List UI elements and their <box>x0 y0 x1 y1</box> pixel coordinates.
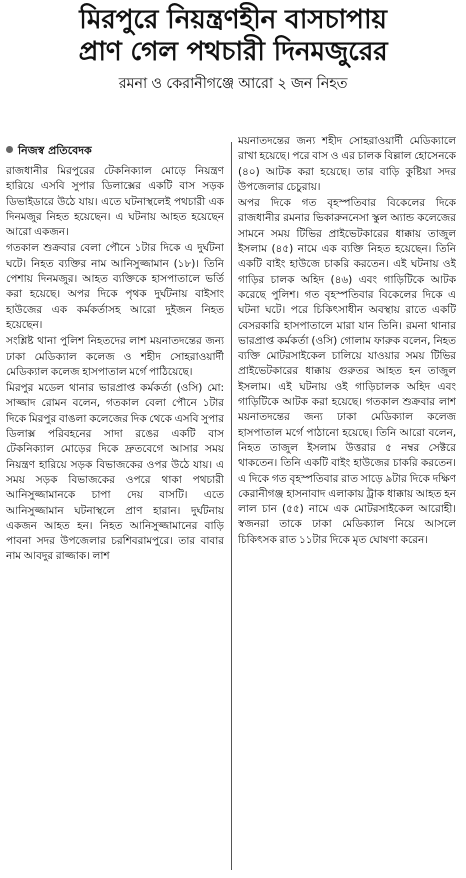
paragraph: গতকাল শুক্রবার বেলা পৌনে ১টার দিকে এ দুর্ঘটনা ঘটে। নিহত ব্যক্তির নাম আনিসুজ্জামান (১৮)। তিনি পেশায় দিনমজুর। আহত ব্যক্তিকে হাসপাতালে ভর্তি করা হয়েছে। অপর দিকে পৃথক দুর্ঘটনায় বাইসাং হাউজের এক কর্মকর্তাসহ আরো দুইজন নিহত হয়েছেন। <box>6 242 224 331</box>
paragraph: মিরপুর মডেল থানার ভারপ্রাপ্ত কর্মকর্তা (ওসি) মো: সাজ্জাদ রোমন বলেন, গতকাল বেলা পৌনে ১টার দিকে মিরপুর বাঙলা কলেজের দিক থেকে এসবি সুপার ডিলাক্স পরিবহনের সাদা রঙের একটি বাস টেকনিক্যাল মোড়ের দিকে দ্রুতবেগে আসার সময় নিয়ন্ত্রণ হারিয়ে সড়ক বিভাজকের ওপর উঠে যায়। এ সময় সড়ক বিভাজকের ওপরে থাকা পথচারী আনিসুজ্জামানকে চাপা দেয় বাসটি। এতে আনিসুজ্জামান ঘটনাস্থলে প্রাণ হারান। দুর্ঘটনায় একজন আহত হন। নিহত আনিসুজ্জামানের বাড়ি পাবনা সদর উপজেলার চরশিবরামপুরে। তার বাবার নাম আবদুর রাজ্জাক। লাশ <box>6 382 224 563</box>
byline-text: নিজস্ব প্রতিবেদক <box>18 144 92 157</box>
article-body <box>6 135 460 870</box>
headline-line-1: মিরপুরে নিয়ন্ত্রণহীন বাসচাপায় <box>79 4 387 35</box>
paragraph: সংশ্লিষ্ট থানা পুলিশ নিহতদের লাশ ময়নাতদন্তের জন্য ঢাকা মেডিক্যাল কলেজ ও শহীদ সোহরাওয়ার্দী মেডিক্যাল কলেজ হাসপাতাল মর্গে পাঠিয়েছে। <box>6 335 224 378</box>
column-divider <box>231 142 232 870</box>
paragraph: ময়নাতদন্তের জন্য শহীদ সোহরাওয়ার্দী মেডিক্যালে রাখা হয়েছে। পরে বাস ও এর চালক বিল্লাল হোসেনকে (৪০) আটক করা হয়েছে। তার বাড়ি কুষ্টিয়া সদর উপজেলার চেচুরায়। <box>238 135 456 193</box>
paragraph: রাজধানীর মিরপুরের টেকনিক্যাল মোড়ে নিয়ন্ত্রণ হারিয়ে এসবি সুপার ডিলাক্সের একটি বাস সড়ক ডিভাইডারে উঠে যায়। এতে ঘটনাস্থলেই পথচারী এক দিনমজুর নিহত হয়েছেন। এ ঘটনায় আহত হয়েছেন আরো একজন। <box>6 165 224 239</box>
byline <box>6 142 224 160</box>
paragraph: অপর দিকে গত বৃহস্পতিবার বিকেলের দিকে রাজধানীর রমনার ভিকারুননেসা স্কুল অ্যান্ড কলেজের সামনে সময় টিভির প্রাইভেটকারের ধাক্কায় তাজুল ইসলাম (৪৫) নামে এক ব্যক্তি নিহত হয়েছেন। তিনি একটি বাইং হাউজে চাকরি করতেন। এই ঘটনায় ওই গাড়ির চালক অহিদ (৪৬) এবং গাড়িটিকে আটক করেছে পুলিশ। গত বৃহস্পতিবার বিকেলের দিকে এ ঘটনা ঘটে। পরে চিকিৎসাধীন অবস্থায় রাতে একটি বেসরকারি হাসপাতালে মারা যান তিনি। রমনা থানার ভারপ্রাপ্ত কর্মকর্তা (ওসি) গোলাম ফারুক বলেন, নিহত ব্যক্তি মোটরসাইকেল চালিয়ে যাওয়ার সময় টিভির প্রাইভেটকারের ধাক্কায় গুরুতর আহত হন তাজুল ইসলাম। এই ঘটনায় ওই গাড়িচালক অহিদ এবং গাড়িটিকে আটক করা হয়েছে। গতকাল শুক্রবার লাশ ময়নাতদন্তের জন্য ঢাকা মেডিক্যাল কলেজ হাসপাতাল মর্গে পাঠানো হয়েছে। তিনি আরো বলেন, নিহত তাজুল ইসলাম উত্তরার ৫ নম্বর সেক্টরে থাকতেন। তিনি একটি বাইং হাউজের চাকরি করতেন। এ দিকে গত বৃহস্পতিবার রাত সাড়ে ৯টার দিকে দক্ষিণ কেরানীগঞ্জ হাসনাবাদ এলাকায় ট্রাক ধাক্কায় আহত হন লাল চান (৫৫) নামে এক মোটরসাইকেল আরোহী। স্বজনরা তাকে ঢাকা মেডিক্যাল নিয়ে আসলে চিকিৎসক রাত ১১টার দিকে মৃত ঘোষণা করেন। <box>238 197 456 546</box>
right-column <box>238 134 456 870</box>
bullet-icon <box>6 146 13 153</box>
headline-line-2: প্রাণ গেল পথচারী দিনমজুরের <box>78 36 388 67</box>
subheadline: রমনা ও কেরানীগঞ্জে আরো ২ জন নিহত <box>118 76 348 92</box>
left-column <box>6 142 224 870</box>
news-article <box>0 4 466 878</box>
